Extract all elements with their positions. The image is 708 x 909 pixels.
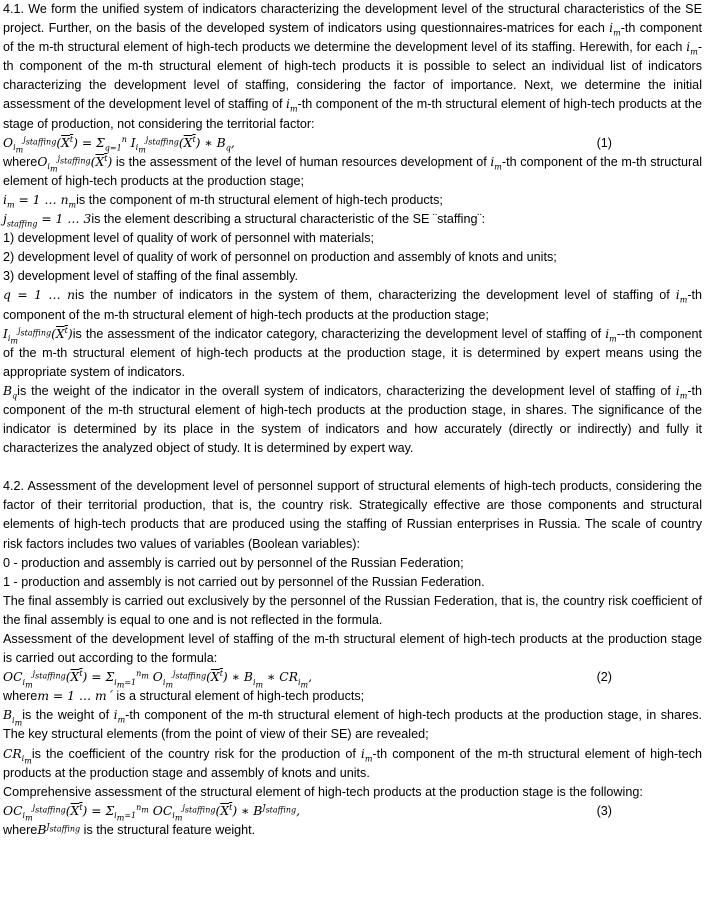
section-4-1-intro: 4.1. We form the unified system of indicators characterizing the development level of the structural characteristics of the SE project. Further, on the basis of the developed system of indicators using questionnaires-matrices for each $i_m-th$ component of the m-th structural element of high-tech products we determine the development level of its staffing. Herewith, for each $i_m-th$ component of the m-th structural element of high-tech products it is possible to select an individual list of indicators characterizing the development level of staffing, considering the factor of importance. Next, we determine the initial assessment of the development level of staffing of $i_m-th$ component of the m-th structural element of high-tech products at the stage of production, not considering the territorial factor:	[3, 2, 703, 131]
weight-definition: whereB$^{J_{staffing}}$ is the structural feature weight.	[3, 821, 256, 837]
im-definition: $i_m = 1$ … $n_mis$ the component of m-th structural element of high-tech products;	[3, 192, 443, 210]
q-definition: q = 1 … nis the number of indicators in the system of them, characterizing the development level of staffing of $i_m-th$ component of the m-th structural element of high-tech products at the production stage;	[3, 288, 703, 322]
equation-3-number: (3)	[596, 803, 612, 818]
Bim-definition: $B_{i_m}is$ the weight of $i_m-th$ component of the m-th structural element of high-tech products at the production stage, in shares. The key structural elements (from the point of view of their SE) are revealed;	[3, 708, 702, 742]
final-assembly-note: The final assembly is carried out exclusively by the personnel of the Russian Federation, that is, the country risk coefficient of the final assembly is equal to one and is not reflected in the formula.	[3, 593, 702, 627]
m-definition: wherem = 1 … m´ is a structural element of high-tech products;	[3, 689, 365, 704]
list-item: 2) development level of quality of work of personnel on production and assembly of knots and units;	[3, 250, 557, 265]
B-definition: $B_qis$ the weight of the indicator in the overall system of indicators, characterizing the development level of staffing of $i_m-th$ component of the m-th structural element of high-tech products at the production stage, in shares. The significance of the indicator is determined by its place in the system of indicators and how accurately (directly or indirectly) and fully it characterizes the analyzed object of study. It is determined by expert way.	[3, 383, 703, 456]
equation-2: $OC_{i_m}^{j_{staffing}}(X^t) = \Sigma_{i_m=1}^{n_m}$ $O_{i_m}^{j_{staffing}}(X^t)$ ∗ $B_{i_m}$ ∗ $CR_{i_m}$, (2)	[3, 669, 612, 690]
j-definition: $j_{staffing} = 1$ … 3is the element describing a structural characteristic of the SE ¨staffing¨:	[3, 212, 486, 229]
equation-2-number: (2)	[596, 670, 612, 685]
CR-definition: $CR_{i_m}is$ the coefficient of the country risk for the production of $i_m-th$ component of the m-th structural element of high-tech products at the production stage and assembly of knots and units.	[3, 746, 702, 780]
list-item: 1) development level of quality of work of personnel with materials;	[3, 231, 374, 246]
I-definition: $I_{i_m}^{j_{staffing}}(X^t)is$ the assessment of the indicator category, characterizing the development level of staffing of $i_m--th$ component of the m-th structural element of high-tech products at the production stage, it is determined by expert means using the appropriate system of indicators.	[3, 325, 703, 379]
equation-1: $O_{i_m}^{j_{staffing}}(X^t) = \Sigma_{q=1}^n$ $I_{i_m}^{j_{staffing}}(X^t)$ ∗ $B_q$, (1)	[3, 134, 612, 155]
boolean-value-1: 1 - production and assembly is not carried out by personnel of the Russian Federation.	[3, 574, 485, 589]
formula-intro: Assessment of the development level of staffing of the m-th structural element of high-tech products at the production stage is carried out according to the formula:	[3, 632, 702, 666]
section-4-2-intro: 4.2. Assessment of the development level of personnel support of structural elements of high-tech products, considering the factor of their territorial production, that is, the country risk. Strategically effective are those components and structural elements of high-tech products that are produced using the staffing of Russian enterprises in Russia. The scale of country risk factors includes two values of variables (Boolean variables):	[3, 479, 702, 551]
comprehensive-assessment-intro: Comprehensive assessment of the structural element of high-tech products at the production stage is the following:	[3, 784, 643, 799]
equation-3: $OC_{i_m}^{j_{staffing}}(X^t) = \Sigma_{i_m=1}^{n_m}$ $OC_{i_m}^{j_{staffing}}(X^t)$ ∗ $B^{J_{staffing}}$, (3)	[3, 802, 612, 823]
list-item: 3) development level of staffing of the final assembly.	[3, 269, 298, 284]
where-1: $whereO_{i_m}^{j_{staffing}}(X^t)$ is the assessment of the level of human resources development of $i_m-th$ component of the m-th structural element of high-tech products at the production stage;	[3, 153, 702, 188]
boolean-value-0: 0 - production and assembly is carried out by personnel of the Russian Federation;	[3, 555, 464, 570]
equation-1-number: (1)	[596, 135, 612, 150]
